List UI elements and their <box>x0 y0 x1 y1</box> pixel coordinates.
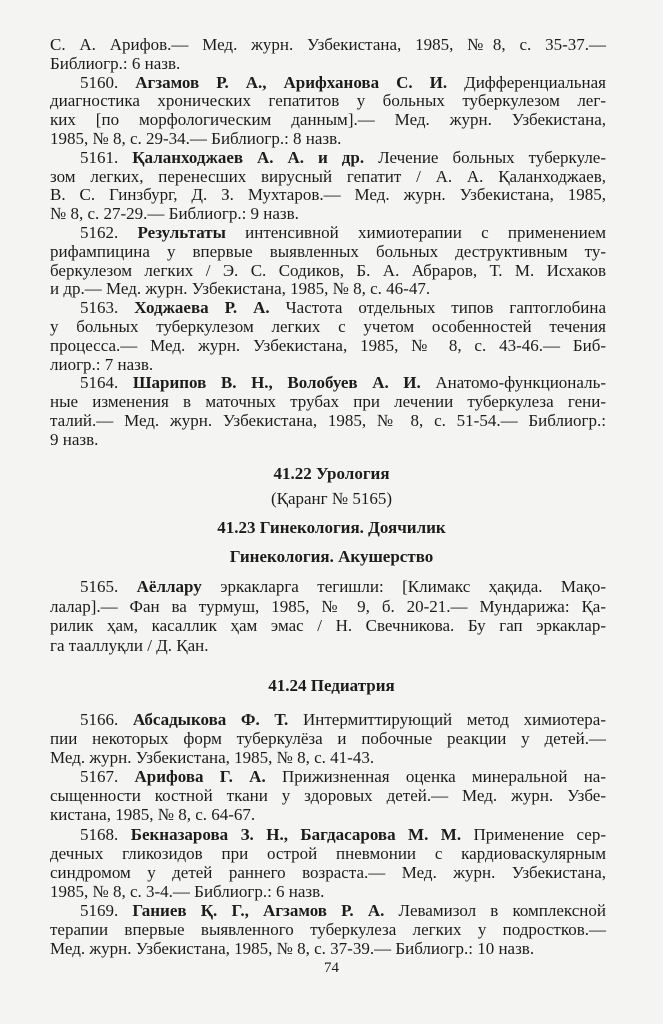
entry-authors: Аёллару <box>136 577 202 596</box>
entry-authors: Ходжаева Р. А. <box>134 298 270 318</box>
entry-line <box>50 920 606 939</box>
entry-text: № 8, с. 27-29.— Библиогр.: 9 назв. <box>50 204 299 224</box>
entry-line <box>50 901 606 920</box>
heading-gynecology-ru: Гинекология. Акушерство <box>229 547 434 566</box>
entry-line <box>50 168 606 187</box>
entry-text: талий.— Мед. журн. Узбекистана, 1985, № 8, с. 51-54.— Библиогр.: <box>50 410 606 430</box>
entry-line <box>50 149 606 168</box>
entry-authors: Бекназарова З. Н., Багдасарова М. М. <box>130 824 462 844</box>
entry-line <box>50 729 606 748</box>
entry-line <box>50 262 606 281</box>
entry-number: 5167. <box>80 767 119 787</box>
entry-line <box>50 844 606 863</box>
entry-line <box>50 825 606 844</box>
entry-line <box>50 92 606 111</box>
entry-line <box>50 337 606 356</box>
entries-block-2 <box>50 577 606 656</box>
entry-text: ких [по морфологическим данным].— Мед. журн. Узбекистана, <box>50 110 606 130</box>
entry-text: и др.— Мед. журн. Узбекистана, 1985, № 8, с. 46-47. <box>50 279 431 299</box>
bibliography-entry-5162 <box>50 224 606 299</box>
entry-authors: Шарипов В. Н., Волобуев А. И. <box>132 373 421 393</box>
entry-text: синдромом у детей раннего возраста.— Мед. журн. Узбекистана, <box>50 862 606 882</box>
entry-text: эркакларга тегишли: [Климакс ҳақида. Мақо- <box>220 577 606 596</box>
entry-line <box>50 748 606 767</box>
entry-text: беркулезом легких / Э. С. Содиков, Б. А. Абраров, Т. М. Исхаков <box>50 260 606 280</box>
entry-text: Частота отдельных типов гаптоглобина <box>285 298 607 318</box>
entry-authors: Ганиев Қ. Г., Агзамов Р. А. <box>132 900 385 920</box>
bibliography-entry-5164 <box>50 374 606 449</box>
entry-text: Применение сер- <box>473 824 606 844</box>
entry-authors: Абсадыкова Ф. Т. <box>132 710 289 729</box>
entry-line <box>50 710 606 729</box>
entry-line <box>50 374 606 393</box>
entry-number: 5164. <box>80 373 119 393</box>
entry-text: С. А. Арифов.— Мед. журн. Узбекистана, 1985, №8, с. 35-37.— <box>50 35 606 54</box>
entry-text: Мед. журн. Узбекистана, 1985, № 8, с. 37-39.— Библиогр.: 10 назв. <box>50 939 535 959</box>
entries-block-1 <box>50 36 606 450</box>
entry-text: процесса.— Мед. журн. Узбекистана, 1985, № 8, с. 43-46.— Биб- <box>50 335 606 355</box>
bibliography-entry-5169 <box>50 901 606 958</box>
bibliography-entry-5167 <box>50 767 606 824</box>
entry-text: диагностика хронических гепатитов у больных туберкулезом лег- <box>50 91 606 111</box>
entry-line <box>50 882 606 901</box>
entry-line <box>50 412 606 431</box>
entry-line <box>50 55 606 74</box>
entry-text: лиогр.: 7 назв. <box>50 354 154 374</box>
entry-text: Мед. журн. Узбекистана, 1985, № 8, с. 41-43. <box>50 748 375 768</box>
entry-text: сыщенности костной ткани у здоровых детей.— Мед. журн. Узбе- <box>50 786 606 806</box>
entry-text: Дифференциальная <box>464 72 606 92</box>
entry-line <box>50 597 606 617</box>
bibliography-entry-5168 <box>50 825 606 901</box>
entry-line <box>50 130 606 149</box>
entry-line <box>50 299 606 318</box>
entry-text: рифампицина у впервые выявленных больных деструктивным ту- <box>50 241 606 261</box>
entry-line <box>50 74 606 93</box>
entry-line <box>50 36 606 55</box>
entry-line <box>50 786 606 805</box>
heading-pediatrics: 41.24 Педиатрия <box>268 676 395 695</box>
entry-text: зом легких, перенесших вирусный гепатит / А. А. Қаланходжаев, <box>50 166 606 186</box>
entry-line <box>50 616 606 636</box>
bibliography-entry-5161 <box>50 149 606 224</box>
entry-text: интенсивной химиотерапии с применением <box>245 222 607 242</box>
entry-number: 5166. <box>80 710 119 729</box>
entry-line <box>50 280 606 299</box>
entry-line <box>50 805 606 824</box>
entry-line <box>50 939 606 958</box>
entry-number: 5168. <box>80 824 119 844</box>
entry-text: Прижизненная оценка минеральной на- <box>281 767 607 787</box>
entry-number: 5169. <box>80 900 119 920</box>
entry-text: дечных гликозидов при острой пневмонии с кардиоваскулярным <box>50 843 606 863</box>
entry-line <box>50 577 606 597</box>
entry-line <box>50 243 606 262</box>
entry-text: 1985, № 8, с. 3-4.— Библиогр.: 6 назв. <box>50 881 325 901</box>
entry-number: 5160. <box>80 72 119 92</box>
entry-line <box>50 636 606 656</box>
entry-line <box>50 318 606 337</box>
entry-text: В. С. Гинзбург, Д. З. Мухтаров.— Мед. журн. Узбекистана, 1985, <box>50 185 606 205</box>
entry-line <box>50 863 606 882</box>
bibliography-entry-5166 <box>50 710 606 767</box>
entry-text: лалар].— Фан ва турмуш, 1985, № 9, б. 20-21.— Мундарижа: Қа- <box>50 596 606 616</box>
entry-line <box>50 205 606 224</box>
entry-text: рилик ҳам, касаллик ҳам эмас / Н. Свечникова. Бу гап эркаклар- <box>50 616 606 636</box>
bibliography-entry-5160 <box>50 74 606 149</box>
entry-authors: Результаты <box>137 222 226 242</box>
entry-line <box>50 186 606 205</box>
entry-line <box>50 224 606 243</box>
entry-number: 5162. <box>80 222 119 242</box>
bibliography-entry-5163 <box>50 299 606 374</box>
entry-number: 5165. <box>80 577 119 596</box>
entry-text: Анатомо-функциональ- <box>435 373 606 393</box>
entries-block-3 <box>50 710 606 958</box>
heading-gynecology-uz: 41.23 Гинекология. Доячилик <box>217 518 446 537</box>
entry-text: га тааллуқли / Д. Қан. <box>50 636 209 656</box>
entry-text: Интермиттирующий метод химиотера- <box>302 710 607 729</box>
page-number: 74 <box>324 960 339 976</box>
entry-text: пии некоторых форм туберкулёза и побочные реакции у детей.— <box>50 729 606 749</box>
entry-text: Левамизол в комплексной <box>398 900 606 920</box>
cross-reference: (Қаранг № 5165) <box>270 489 393 508</box>
entry-text: 9 назв. <box>50 429 99 449</box>
bibliography-entry-5165 <box>50 577 606 656</box>
entry-text: Библиогр.: 6 назв. <box>50 53 181 73</box>
entry-authors: Агзамов Р. А., Арифханова С. И. <box>135 72 448 92</box>
entry-text: терапии впервые выявленного туберкулеза легких у подростков.— <box>50 920 606 940</box>
entry-line <box>50 111 606 130</box>
heading-urology: 41.22 Урология <box>273 464 390 483</box>
entry-authors: Арифова Г. А. <box>134 767 266 787</box>
entry-line <box>50 431 606 450</box>
entry-line <box>50 356 606 375</box>
entry-number: 5161. <box>80 147 119 167</box>
entry-authors: Қаланходжаев А. А. и др. <box>132 147 365 167</box>
entry-text: кистана, 1985, № 8, с. 64-67. <box>50 805 256 825</box>
entry-text: у больных туберкулезом легких с учетом особенностей течения <box>50 316 606 336</box>
entry-text: Лечение больных туберкуле- <box>378 147 607 167</box>
entry-line <box>50 767 606 786</box>
bibliography-entry-continued <box>50 36 606 74</box>
entry-line <box>50 393 606 412</box>
entry-text: ные изменения в маточных трубах при лечении туберкулеза гени- <box>50 392 606 412</box>
entry-number: 5163. <box>80 298 119 318</box>
entry-text: 1985, № 8, с. 29-34.— Библиогр.: 8 назв. <box>50 128 342 148</box>
